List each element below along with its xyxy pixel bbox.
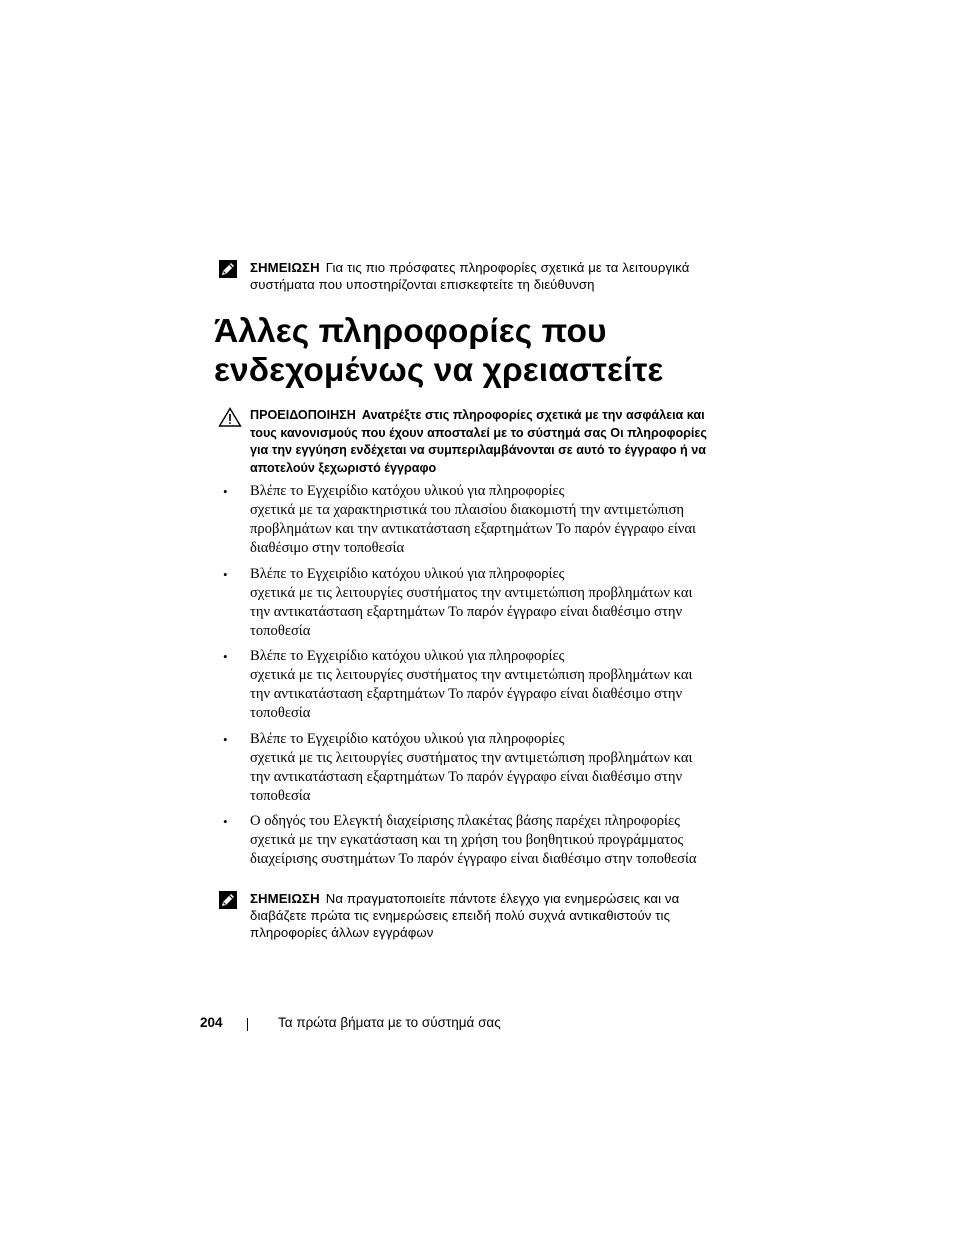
list-item-line: την αντικατάσταση εξαρτημάτων Το παρόν έγγραφο είναι διαθέσιμο στην bbox=[250, 768, 683, 785]
list-item-line: σχετικά με τις λειτουργίες συστήματος την αντιμετώπιση προβλημάτων και bbox=[250, 584, 693, 601]
pencil-note-icon bbox=[218, 890, 238, 910]
note-top bbox=[218, 259, 718, 293]
note-text: Για τις πιο πρόσφατες πληροφορίες σχετικά με τα λειτουργικά συστήματα που υποστηρίζονται επισκεφτείτε τη διεύθυνση bbox=[250, 260, 690, 292]
list-item-line: Βλέπε το Εγχειρίδιο κατόχου υλικού για πληροφορίες bbox=[250, 730, 565, 747]
list-item bbox=[223, 565, 723, 641]
bullet-icon: • bbox=[223, 649, 228, 664]
note-label: ΣΗΜΕΙΩΣΗ bbox=[250, 260, 320, 275]
list-item bbox=[223, 730, 723, 806]
list-item-line: Βλέπε το Εγχειρίδιο κατόχου υλικού για πληροφορίες bbox=[250, 565, 565, 582]
bullet-icon: • bbox=[223, 566, 228, 582]
page-footer bbox=[200, 1015, 720, 1035]
warning-triangle-icon bbox=[218, 407, 242, 427]
bullet-icon: • bbox=[223, 814, 228, 829]
pencil-note-icon bbox=[218, 259, 238, 279]
list-item-line: σχετικά με τις λειτουργίες συστήματος την αντιμετώπιση προβλημάτων και bbox=[250, 667, 693, 683]
list-item-line: την αντικατάσταση εξαρτημάτων Το παρόν έγγραφο είναι διαθέσιμο στην bbox=[250, 686, 683, 702]
note-label: ΣΗΜΕΙΩΣΗ bbox=[250, 891, 320, 906]
chapter-title: Τα πρώτα βήματα με το σύστημά σας bbox=[278, 1015, 501, 1030]
list-item-line: την αντικατάσταση εξαρτημάτων Το παρόν έγγραφο είναι διαθέσιμο στην bbox=[250, 603, 683, 620]
note-text: Να πραγματοποιείτε πάντοτε έλεγχο για ενημερώσεις και να διαβάζετε πρώτα τις ενημερώσεις επειδή πολύ συχνά αντικαθιστούν τις πληροφορίες άλλων εγγράφων bbox=[250, 891, 680, 940]
page-number: 204 bbox=[200, 1015, 223, 1030]
section-heading: Άλλες πληροφορίες που ενδεχομένως να χρειαστείτε bbox=[214, 313, 664, 389]
list-item-line: διαθέσιμο στην τοποθεσία bbox=[250, 540, 405, 556]
list-item-line: Βλέπε το Εγχειρίδιο κατόχου υλικού για πληροφορίες bbox=[250, 483, 565, 499]
warning-label: ΠΡΟΕΙΔΟΠΟΙΗΣΗ bbox=[250, 408, 356, 422]
list-item bbox=[223, 647, 723, 723]
list-item-line: τοποθεσία bbox=[250, 705, 311, 721]
warning-box bbox=[218, 407, 718, 477]
list-item-line: τοποθεσία bbox=[250, 622, 311, 639]
list-item bbox=[223, 482, 723, 558]
list-item-line: τοποθεσία bbox=[250, 787, 311, 804]
bullet-icon: • bbox=[223, 484, 228, 499]
list-item-line: Ο οδηγός του Ελεγκτή διαχείρισης πλακέτας βάσης παρέχει πληροφορίες bbox=[250, 813, 680, 829]
info-list bbox=[223, 482, 723, 876]
list-item-line: διαχείρισης συστημάτων Το παρόν έγγραφο είναι διαθέσιμο στην τοποθεσία bbox=[250, 851, 697, 867]
list-item-line: σχετικά με τα χαρακτηριστικά του πλαισίου διακομιστή την αντιμετώπιση bbox=[250, 502, 685, 518]
bullet-icon: • bbox=[223, 731, 228, 747]
list-item-line: Βλέπε το Εγχειρίδιο κατόχου υλικού για πληροφορίες bbox=[250, 648, 565, 664]
list-item-line: προβλημάτων και την αντικατάσταση εξαρτημάτων Το παρόν έγγραφο είναι bbox=[250, 521, 696, 537]
note-bottom bbox=[218, 890, 718, 941]
list-item-line: σχετικά με την εγκατάσταση και τη χρήση του βοηθητικού προγράμματος bbox=[250, 832, 684, 848]
warning-text: Ανατρέξτε στις πληροφορίες σχετικά με την ασφάλεια και τους κανονισμούς που έχουν αποσταλεί με το σύστημά σας Οι πληροφορίες για την εγγύηση ενδέχεται να συμπεριλαμβάνονται σε αυτό το έγγραφο ή να αποτελούν ξεχωριστό έγγραφο bbox=[250, 408, 707, 475]
footer-divider bbox=[247, 1018, 248, 1031]
list-item bbox=[223, 812, 723, 869]
list-item-line: σχετικά με τις λειτουργίες συστήματος την αντιμετώπιση προβλημάτων και bbox=[250, 749, 693, 766]
